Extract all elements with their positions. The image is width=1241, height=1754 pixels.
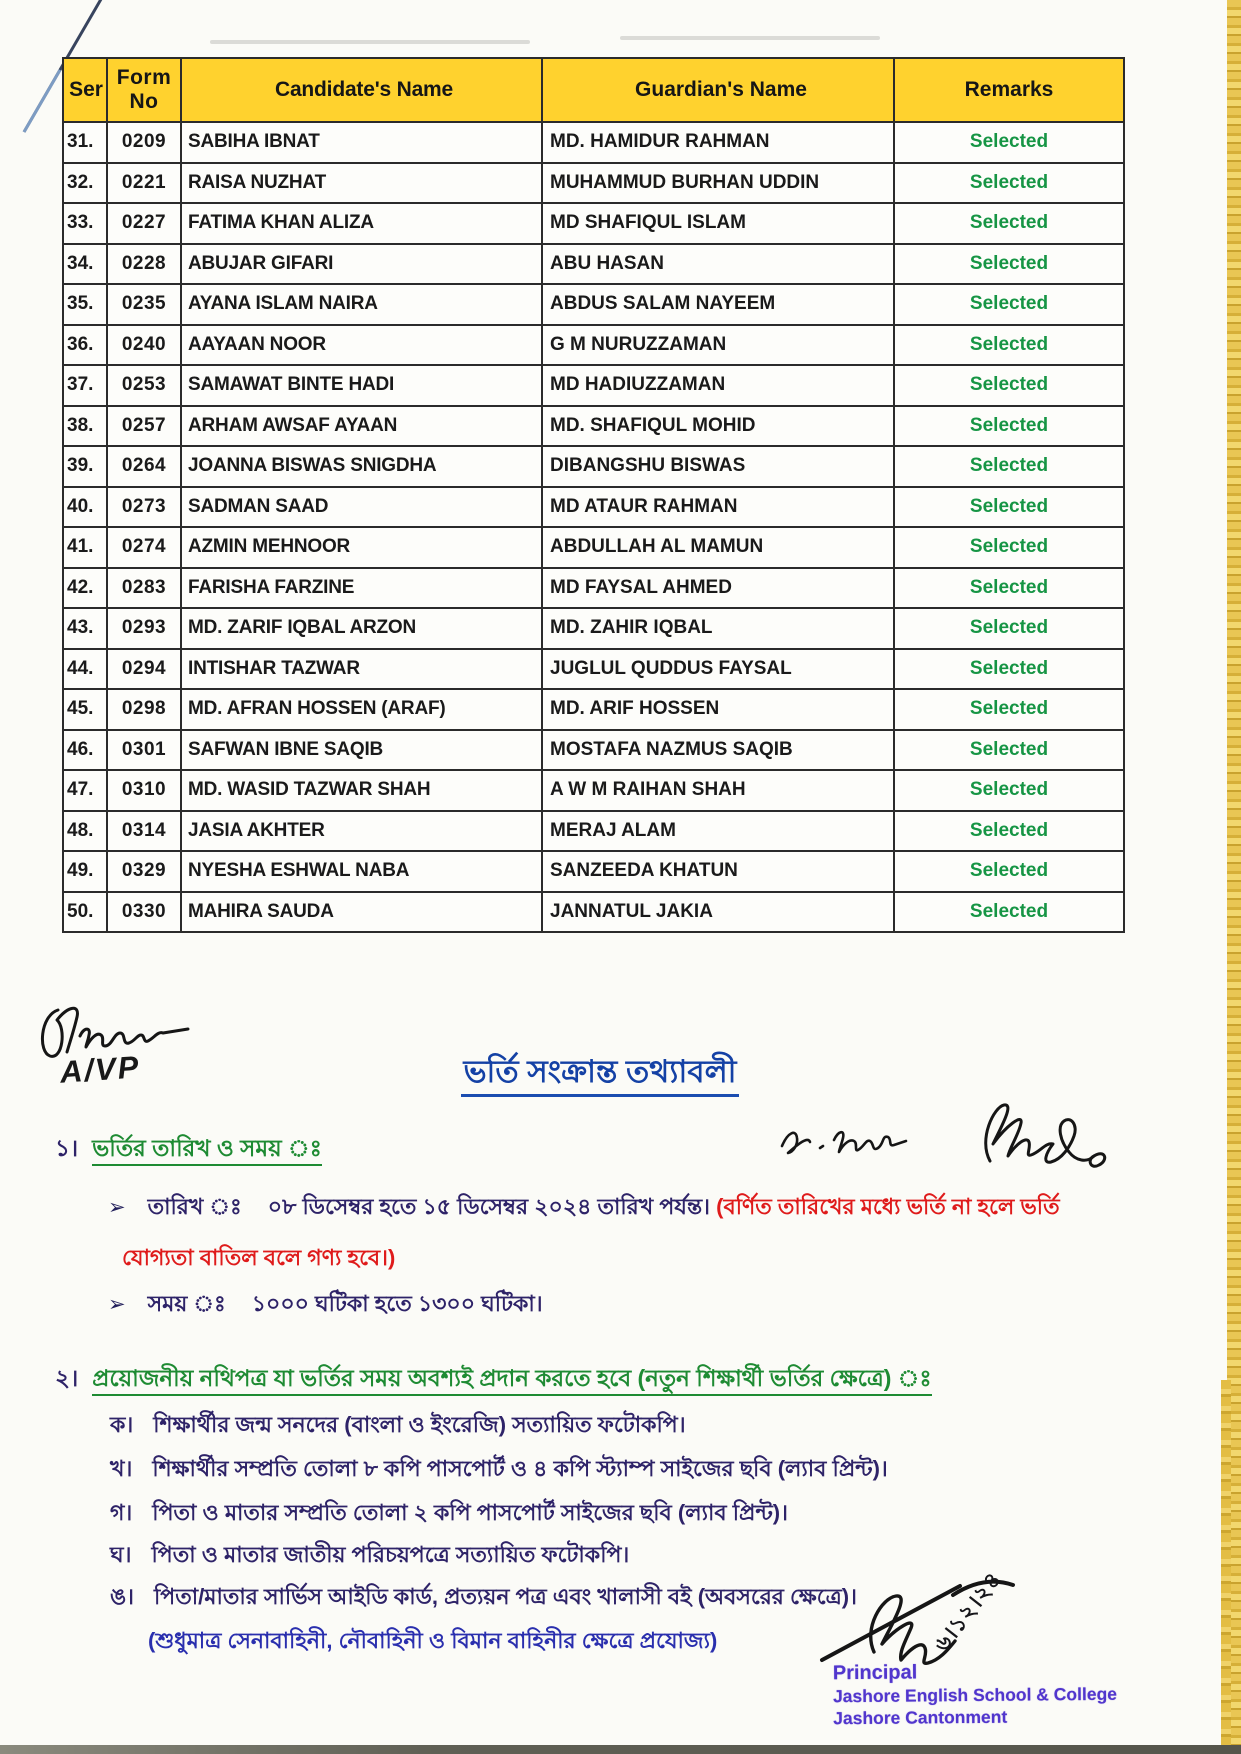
section1-heading-line — [55, 1130, 322, 1169]
cell-form-no: 0294 — [107, 649, 181, 690]
cell-remark: Selected — [894, 244, 1124, 285]
cell-remark: Selected — [894, 365, 1124, 406]
cell-form-no: 0330 — [107, 892, 181, 933]
table-row — [63, 244, 1124, 285]
scan-smudge — [620, 36, 880, 40]
cell-remark: Selected — [894, 689, 1124, 730]
scan-smudge — [210, 40, 530, 44]
cell-remark: Selected — [894, 487, 1124, 528]
cell-ser: 35. — [63, 284, 107, 325]
table-header — [63, 58, 1124, 122]
date-warning-part2: যোগ্যতা বাতিল বলে গণ্য হবে।) — [122, 1245, 396, 1270]
table-row — [63, 487, 1124, 528]
cell-guardian-name: A W M RAIHAN SHAH — [542, 770, 894, 811]
cell-candidate-name: INTISHAR TAZWAR — [181, 649, 542, 690]
header-row — [63, 58, 1124, 122]
cell-remark: Selected — [894, 568, 1124, 609]
section2-heading: প্রয়োজনীয় নথিপত্র যা ভর্তির সময় অবশ্যই প্রদান করতে হবে (নতুন শিক্ষার্থী ভর্তির ক্ষেত্রে) ঃ — [92, 1365, 931, 1396]
arrow-bullet-icon: ➢ — [108, 1293, 126, 1316]
principal-signature-date: ৬।১২।২৪ — [928, 1566, 1007, 1657]
cell-candidate-name: SAFWAN IBNE SAQIB — [181, 730, 542, 771]
cell-guardian-name: ABU HASAN — [542, 244, 894, 285]
date-warning-part1: (বর্ণিত তারিখের মধ্যে ভর্তি না হলে ভর্তি — [716, 1194, 1060, 1219]
cell-remark: Selected — [894, 892, 1124, 933]
cell-guardian-name: MD SHAFIQUL ISLAM — [542, 203, 894, 244]
stamp-line-title: Principal — [832, 1661, 918, 1685]
cell-guardian-name: ABDULLAH AL MAMUN — [542, 527, 894, 568]
cell-form-no: 0253 — [107, 365, 181, 406]
time-value: ১০০০ ঘটিকা হতে ১৩০০ ঘটিকা। — [251, 1291, 543, 1316]
header-form-no: Form No — [107, 58, 181, 122]
cell-guardian-name: MD. ZAHIR IQBAL — [542, 608, 894, 649]
cell-form-no: 0274 — [107, 527, 181, 568]
table-row — [63, 770, 1124, 811]
cell-guardian-name: MUHAMMUD BURHAN UDDIN — [542, 163, 894, 204]
table-row — [63, 689, 1124, 730]
cell-guardian-name: SANZEEDA KHATUN — [542, 851, 894, 892]
cell-ser: 39. — [63, 446, 107, 487]
table-body — [63, 122, 1124, 932]
table-row — [63, 203, 1124, 244]
cell-ser: 41. — [63, 527, 107, 568]
cell-form-no: 0264 — [107, 446, 181, 487]
cell-guardian-name: JUGLUL QUDDUS FAYSAL — [542, 649, 894, 690]
header-guardian-name: Guardian's Name — [542, 58, 894, 122]
cell-candidate-name: MD. AFRAN HOSSEN (ARAF) — [181, 689, 542, 730]
cell-remark: Selected — [894, 608, 1124, 649]
table-row — [63, 892, 1124, 933]
section2-heading-line — [55, 1360, 1155, 1399]
doc-item-uma: ঙ। পিতা/মাতার সার্ভিস আইডি কার্ড, প্রত্যয়ন পত্র এবং খালাসী বই (অবসরের ক্ষেত্রে)। — [110, 1584, 857, 1609]
cell-remark: Selected — [894, 446, 1124, 487]
cell-form-no: 0209 — [107, 122, 181, 163]
cell-form-no: 0228 — [107, 244, 181, 285]
cell-form-no: 0283 — [107, 568, 181, 609]
table-row — [63, 608, 1124, 649]
cell-candidate-name: AYANA ISLAM NAIRA — [181, 284, 542, 325]
cell-ser: 44. — [63, 649, 107, 690]
cell-ser: 42. — [63, 568, 107, 609]
cell-guardian-name: DIBANGSHU BISWAS — [542, 446, 894, 487]
doc-item-kha: খ। শিক্ষার্থীর সম্প্রতি তোলা ৮ কপি পাসপোর্ট ও ৪ কপি স্ট্যাম্প সাইজের ছবি (ল্যাব প্রিন্ট)। — [110, 1456, 888, 1481]
cell-candidate-name: SAMAWAT BINTE HADI — [181, 365, 542, 406]
cell-ser: 46. — [63, 730, 107, 771]
cell-ser: 33. — [63, 203, 107, 244]
armed-forces-note: (শুধুমাত্র সেনাবাহিনী, নৌবাহিনী ও বিমান বাহিনীর ক্ষেত্রে প্রযোজ্য) — [148, 1628, 718, 1653]
cell-remark: Selected — [894, 770, 1124, 811]
cell-candidate-name: ABUJAR GIFARI — [181, 244, 542, 285]
table-row — [63, 851, 1124, 892]
table-row — [63, 527, 1124, 568]
cell-ser: 37. — [63, 365, 107, 406]
section2-marker: ২। — [55, 1365, 79, 1391]
cell-remark: Selected — [894, 406, 1124, 447]
table-row — [63, 811, 1124, 852]
cell-form-no: 0329 — [107, 851, 181, 892]
cell-remark: Selected — [894, 122, 1124, 163]
cell-ser: 31. — [63, 122, 107, 163]
table-row — [63, 122, 1124, 163]
cell-guardian-name: ABDUS SALAM NAYEEM — [542, 284, 894, 325]
cell-ser: 49. — [63, 851, 107, 892]
time-bullet-line — [108, 1287, 543, 1324]
arrow-bullet-icon: ➢ — [108, 1196, 126, 1219]
cell-guardian-name: MERAJ ALAM — [542, 811, 894, 852]
date-bullet-line — [108, 1190, 1168, 1227]
cell-form-no: 0227 — [107, 203, 181, 244]
cell-ser: 38. — [63, 406, 107, 447]
table-row — [63, 406, 1124, 447]
cell-guardian-name: JANNATUL JAKIA — [542, 892, 894, 933]
table-row — [63, 284, 1124, 325]
cell-candidate-name: SADMAN SAAD — [181, 487, 542, 528]
cell-remark: Selected — [894, 811, 1124, 852]
doc-item-gha: ঘ। পিতা ও মাতার জাতীয় পরিচয়পত্রে সত্যায়িত ফটোকপি। — [110, 1542, 630, 1567]
cell-ser: 45. — [63, 689, 107, 730]
cell-remark: Selected — [894, 325, 1124, 366]
scan-bottom-edge — [0, 1745, 1241, 1754]
cell-ser: 40. — [63, 487, 107, 528]
header-ser: Ser — [63, 58, 107, 122]
cell-form-no: 0293 — [107, 608, 181, 649]
cell-guardian-name: MD FAYSAL AHMED — [542, 568, 894, 609]
cell-remark: Selected — [894, 527, 1124, 568]
cell-candidate-name: MAHIRA SAUDA — [181, 892, 542, 933]
table-row — [63, 649, 1124, 690]
cell-remark: Selected — [894, 649, 1124, 690]
section1-marker: ১। — [55, 1135, 79, 1161]
cell-form-no: 0257 — [107, 406, 181, 447]
cell-guardian-name: MOSTAFA NAZMUS SAQIB — [542, 730, 894, 771]
cell-form-no: 0298 — [107, 689, 181, 730]
cell-candidate-name: AZMIN MEHNOOR — [181, 527, 542, 568]
table-row — [63, 163, 1124, 204]
cell-remark: Selected — [894, 730, 1124, 771]
cell-form-no: 0310 — [107, 770, 181, 811]
selection-table-wrapper — [62, 57, 1125, 933]
scan-right-edge-wide — [1221, 1380, 1231, 1754]
cell-ser: 32. — [63, 163, 107, 204]
cell-candidate-name: JOANNA BISWAS SNIGDHA — [181, 446, 542, 487]
date-label: তারিখ ঃ — [147, 1194, 242, 1219]
cell-guardian-name: G M NURUZZAMAN — [542, 325, 894, 366]
info-title: ভর্তি সংক্রান্ত তথ্যাবলী — [320, 1048, 880, 1100]
stamp-line-location: Jashore Cantonment — [833, 1706, 1008, 1729]
cell-candidate-name: NYESHA ESHWAL NABA — [181, 851, 542, 892]
table-row — [63, 730, 1124, 771]
doc-item-ga: গ। পিতা ও মাতার সম্প্রতি তোলা ২ কপি পাসপোর্ট সাইজের ছবি (ল্যাব প্রিন্ট)। — [110, 1500, 788, 1525]
doc-item-ka: ক। শিক্ষার্থীর জন্ম সনদের (বাংলা ও ইংরেজি) সত্যায়িত ফটোকপি। — [110, 1412, 686, 1437]
cell-candidate-name: SABIHA IBNAT — [181, 122, 542, 163]
cell-remark: Selected — [894, 163, 1124, 204]
cell-candidate-name: RAISA NUZHAT — [181, 163, 542, 204]
cell-ser: 47. — [63, 770, 107, 811]
section1-heading: ভর্তির তারিখ ও সময় ঃ — [92, 1135, 322, 1166]
avp-label: A/VP — [58, 1049, 142, 1090]
time-label: সময় ঃ — [147, 1291, 226, 1316]
header-candidate-name: Candidate's Name — [181, 58, 542, 122]
cell-form-no: 0240 — [107, 325, 181, 366]
cell-candidate-name: MD. ZARIF IQBAL ARZON — [181, 608, 542, 649]
selection-table — [62, 57, 1125, 933]
date-value: ০৮ ডিসেম্বর হতে ১৫ ডিসেম্বর ২০২৪ তারিখ পর্যন্ত। — [267, 1194, 710, 1219]
cell-remark: Selected — [894, 203, 1124, 244]
cell-guardian-name: MD. ARIF HOSSEN — [542, 689, 894, 730]
cell-candidate-name: JASIA AKHTER — [181, 811, 542, 852]
cell-remark: Selected — [894, 851, 1124, 892]
table-row — [63, 365, 1124, 406]
cell-guardian-name: MD HADIUZZAMAN — [542, 365, 894, 406]
cell-guardian-name: MD. SHAFIQUL MOHID — [542, 406, 894, 447]
cell-remark: Selected — [894, 284, 1124, 325]
cell-guardian-name: MD. HAMIDUR RAHMAN — [542, 122, 894, 163]
cell-form-no: 0314 — [107, 811, 181, 852]
table-row — [63, 446, 1124, 487]
cell-form-no: 0301 — [107, 730, 181, 771]
principal-stamp — [833, 1659, 1118, 1730]
header-remarks: Remarks — [894, 58, 1124, 122]
cell-form-no: 0273 — [107, 487, 181, 528]
approver-signature-2 — [968, 1095, 1118, 1183]
cell-candidate-name: FATIMA KHAN ALIZA — [181, 203, 542, 244]
cell-candidate-name: FARISHA FARZINE — [181, 568, 542, 609]
table-row — [63, 568, 1124, 609]
cell-form-no: 0221 — [107, 163, 181, 204]
cell-ser: 50. — [63, 892, 107, 933]
cell-ser: 34. — [63, 244, 107, 285]
approver-signature-1 — [772, 1112, 912, 1170]
cell-form-no: 0235 — [107, 284, 181, 325]
cell-candidate-name: ARHAM AWSAF AYAAN — [181, 406, 542, 447]
cell-ser: 48. — [63, 811, 107, 852]
cell-ser: 43. — [63, 608, 107, 649]
cell-ser: 36. — [63, 325, 107, 366]
cell-candidate-name: MD. WASID TAZWAR SHAH — [181, 770, 542, 811]
table-row — [63, 325, 1124, 366]
cell-candidate-name: AAYAAN NOOR — [181, 325, 542, 366]
stamp-line-school: Jashore English School & College — [832, 1683, 1118, 1707]
cell-guardian-name: MD ATAUR RAHMAN — [542, 487, 894, 528]
